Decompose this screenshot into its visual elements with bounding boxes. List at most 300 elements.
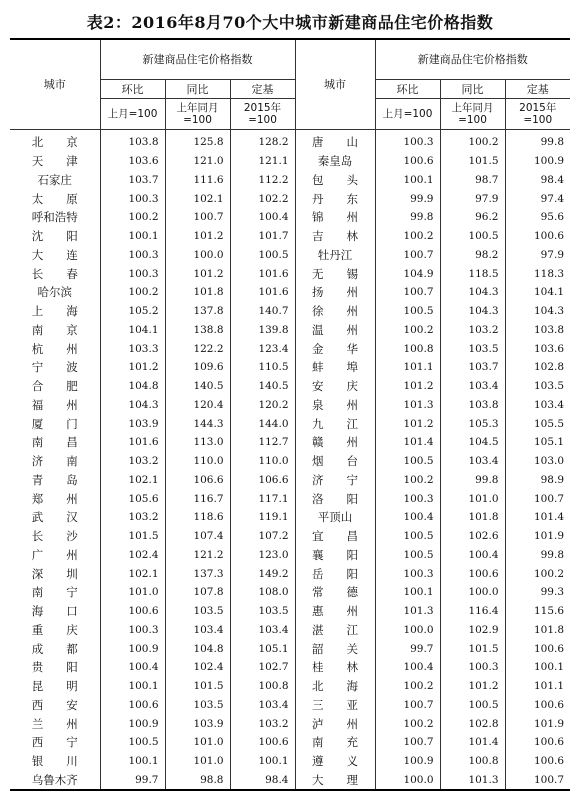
right-fixed-cell: 101.1 — [505, 677, 570, 696]
left-fixed-cell: 149.2 — [230, 564, 295, 583]
left-city-cell: 长 春 — [10, 264, 100, 283]
left-mom-cell: 103.2 — [100, 452, 165, 471]
left-city-cell: 南 昌 — [10, 433, 100, 452]
right-yoy-cell: 101.4 — [440, 733, 505, 752]
right-city-cell: 韶 关 — [295, 639, 375, 658]
right-fixed-cell: 118.3 — [505, 264, 570, 283]
left-yoy-cell: 137.3 — [165, 564, 230, 583]
right-fixed-cell: 101.9 — [505, 714, 570, 733]
right-yoy-cell: 97.9 — [440, 189, 505, 208]
left-city-cell: 大 连 — [10, 246, 100, 265]
left-mom-cell: 102.1 — [100, 564, 165, 583]
left-mom-cell: 103.3 — [100, 339, 165, 358]
left-mom-cell: 104.1 — [100, 321, 165, 340]
right-mom-cell: 100.0 — [375, 621, 440, 640]
right-city-cell: 包 头 — [295, 171, 375, 190]
right-fixed-cell: 101.8 — [505, 621, 570, 640]
table-row — [10, 452, 570, 471]
table-row — [10, 414, 570, 433]
left-yoy-cell: 120.4 — [165, 396, 230, 415]
table-row — [10, 602, 570, 621]
left-fixed-cell: 103.5 — [230, 602, 295, 621]
right-mom-cell: 101.3 — [375, 602, 440, 621]
city-column-header-right: 城市 — [295, 39, 375, 130]
left-fixed-cell: 120.2 — [230, 396, 295, 415]
left-yoy-cell: 107.4 — [165, 527, 230, 546]
table-row — [10, 189, 570, 208]
left-yoy-cell: 107.8 — [165, 583, 230, 602]
table-row — [10, 152, 570, 171]
right-mom-cell: 99.9 — [375, 189, 440, 208]
left-yoy-cell: 110.0 — [165, 452, 230, 471]
table-row — [10, 733, 570, 752]
right-mom-cell: 100.5 — [375, 527, 440, 546]
left-mom-cell: 100.6 — [100, 602, 165, 621]
left-fixed-cell: 119.1 — [230, 508, 295, 527]
right-city-cell: 宜 昌 — [295, 527, 375, 546]
right-fixed-cell: 103.4 — [505, 396, 570, 415]
left-mom-cell: 101.2 — [100, 358, 165, 377]
table-body — [10, 130, 570, 791]
left-city-cell: 兰 州 — [10, 714, 100, 733]
table-row — [10, 639, 570, 658]
right-fixed-cell: 100.6 — [505, 752, 570, 771]
table-row — [10, 564, 570, 583]
right-fixed-cell: 100.2 — [505, 564, 570, 583]
right-yoy-cell: 96.2 — [440, 208, 505, 227]
left-yoy-cell: 98.8 — [165, 771, 230, 791]
right-mom-cell: 100.3 — [375, 489, 440, 508]
right-yoy-cell: 100.4 — [440, 546, 505, 565]
right-city-cell: 温 州 — [295, 321, 375, 340]
table-row — [10, 321, 570, 340]
left-fixed-cell: 123.4 — [230, 339, 295, 358]
left-mom-cell: 105.6 — [100, 489, 165, 508]
left-yoy-cell: 144.3 — [165, 414, 230, 433]
table-row — [10, 433, 570, 452]
right-yoy-cell: 100.8 — [440, 752, 505, 771]
right-mom-cell: 101.3 — [375, 396, 440, 415]
right-yoy-cell: 100.5 — [440, 696, 505, 715]
left-yoy-cell: 121.0 — [165, 152, 230, 171]
index-group-header-right: 新建商品住宅价格指数 — [375, 39, 570, 80]
right-fixed-cell: 105.1 — [505, 433, 570, 452]
left-mom-cell: 102.1 — [100, 471, 165, 490]
right-mom-cell: 100.4 — [375, 508, 440, 527]
right-mom-cell: 101.4 — [375, 433, 440, 452]
left-mom-cell: 100.4 — [100, 658, 165, 677]
left-city-cell: 广 州 — [10, 546, 100, 565]
left-city-cell: 南 宁 — [10, 583, 100, 602]
right-city-cell: 吉 林 — [295, 227, 375, 246]
fixed-base-right: 2015年=100 — [505, 99, 570, 130]
right-yoy-cell: 101.0 — [440, 489, 505, 508]
right-city-cell: 扬 州 — [295, 283, 375, 302]
left-yoy-cell: 116.7 — [165, 489, 230, 508]
left-mom-cell: 100.2 — [100, 208, 165, 227]
left-yoy-cell: 102.1 — [165, 189, 230, 208]
table-row — [10, 339, 570, 358]
right-mom-cell: 100.5 — [375, 452, 440, 471]
right-mom-cell: 99.7 — [375, 639, 440, 658]
left-mom-cell: 102.4 — [100, 546, 165, 565]
left-fixed-cell: 102.2 — [230, 189, 295, 208]
table-row — [10, 546, 570, 565]
right-yoy-cell: 100.2 — [440, 130, 505, 152]
left-mom-cell: 100.3 — [100, 246, 165, 265]
price-index-table — [10, 38, 570, 791]
right-city-cell: 蚌 埠 — [295, 358, 375, 377]
right-mom-cell: 99.8 — [375, 208, 440, 227]
left-yoy-cell: 103.5 — [165, 602, 230, 621]
city-column-header-left: 城市 — [10, 39, 100, 130]
right-yoy-cell: 103.7 — [440, 358, 505, 377]
right-city-cell: 襄 阳 — [295, 546, 375, 565]
right-yoy-cell: 118.5 — [440, 264, 505, 283]
right-fixed-cell: 100.1 — [505, 658, 570, 677]
left-fixed-cell: 101.7 — [230, 227, 295, 246]
right-mom-cell: 101.1 — [375, 358, 440, 377]
right-mom-cell: 100.8 — [375, 339, 440, 358]
fixed-base-left: 2015年=100 — [230, 99, 295, 130]
table-row — [10, 621, 570, 640]
price-index-table-container — [10, 38, 570, 791]
left-mom-cell: 104.3 — [100, 396, 165, 415]
left-fixed-cell: 101.6 — [230, 264, 295, 283]
left-fixed-cell: 100.1 — [230, 752, 295, 771]
right-yoy-cell: 100.0 — [440, 583, 505, 602]
right-yoy-cell: 103.5 — [440, 339, 505, 358]
left-fixed-cell: 117.1 — [230, 489, 295, 508]
left-yoy-cell: 106.6 — [165, 471, 230, 490]
right-city-cell: 湛 江 — [295, 621, 375, 640]
left-city-cell: 西 宁 — [10, 733, 100, 752]
table-row — [10, 471, 570, 490]
left-city-cell: 杭 州 — [10, 339, 100, 358]
right-yoy-cell: 102.6 — [440, 527, 505, 546]
right-fixed-cell: 100.9 — [505, 152, 570, 171]
right-city-cell: 泉 州 — [295, 396, 375, 415]
left-fixed-cell: 107.2 — [230, 527, 295, 546]
right-yoy-cell: 98.7 — [440, 171, 505, 190]
left-fixed-cell: 140.7 — [230, 302, 295, 321]
right-yoy-cell: 102.9 — [440, 621, 505, 640]
right-city-cell: 锦 州 — [295, 208, 375, 227]
left-mom-cell: 100.9 — [100, 639, 165, 658]
right-city-cell: 唐 山 — [295, 130, 375, 152]
right-yoy-cell: 101.5 — [440, 639, 505, 658]
left-fixed-cell: 100.6 — [230, 733, 295, 752]
left-city-cell: 青 岛 — [10, 471, 100, 490]
table-row — [10, 714, 570, 733]
table-row — [10, 130, 570, 152]
left-yoy-cell: 137.8 — [165, 302, 230, 321]
right-fixed-cell: 105.5 — [505, 414, 570, 433]
table-row — [10, 489, 570, 508]
right-mom-cell: 101.2 — [375, 414, 440, 433]
left-yoy-cell: 101.0 — [165, 733, 230, 752]
right-city-cell: 北 海 — [295, 677, 375, 696]
right-fixed-cell: 98.9 — [505, 471, 570, 490]
left-fixed-cell: 102.7 — [230, 658, 295, 677]
left-city-cell: 哈尔滨 — [10, 283, 100, 302]
right-fixed-cell: 100.6 — [505, 639, 570, 658]
left-city-cell: 济 南 — [10, 452, 100, 471]
table-title: 表2：2016年8月70个大中城市新建商品住宅价格指数 — [86, 13, 494, 32]
mom-header-left: 环比 — [100, 80, 165, 99]
right-fixed-cell: 103.0 — [505, 452, 570, 471]
right-mom-cell: 100.7 — [375, 696, 440, 715]
left-yoy-cell: 103.4 — [165, 621, 230, 640]
left-city-cell: 合 肥 — [10, 377, 100, 396]
right-fixed-cell: 103.5 — [505, 377, 570, 396]
left-fixed-cell: 128.2 — [230, 130, 295, 152]
left-city-cell: 石家庄 — [10, 171, 100, 190]
right-fixed-cell: 99.8 — [505, 130, 570, 152]
left-mom-cell: 100.2 — [100, 283, 165, 302]
right-yoy-cell: 104.5 — [440, 433, 505, 452]
left-yoy-cell: 109.6 — [165, 358, 230, 377]
left-mom-cell: 103.8 — [100, 130, 165, 152]
left-city-cell: 乌鲁木齐 — [10, 771, 100, 791]
right-city-cell: 平顶山 — [295, 508, 375, 527]
yoy-header-right: 同比 — [440, 80, 505, 99]
left-mom-cell: 100.1 — [100, 677, 165, 696]
mom-base-left: 上月=100 — [100, 99, 165, 130]
table-row — [10, 227, 570, 246]
right-fixed-cell: 100.7 — [505, 771, 570, 791]
right-yoy-cell: 103.4 — [440, 377, 505, 396]
right-city-cell: 安 庆 — [295, 377, 375, 396]
right-city-cell: 洛 阳 — [295, 489, 375, 508]
left-mom-cell: 100.6 — [100, 696, 165, 715]
left-city-cell: 武 汉 — [10, 508, 100, 527]
left-fixed-cell: 112.2 — [230, 171, 295, 190]
left-fixed-cell: 100.5 — [230, 246, 295, 265]
yoy-base-right: 上年同月=100 — [440, 99, 505, 130]
left-fixed-cell: 139.8 — [230, 321, 295, 340]
left-fixed-cell: 110.0 — [230, 452, 295, 471]
left-city-cell: 西 安 — [10, 696, 100, 715]
right-mom-cell: 100.2 — [375, 227, 440, 246]
right-city-cell: 三 亚 — [295, 696, 375, 715]
left-yoy-cell: 121.2 — [165, 546, 230, 565]
right-mom-cell: 100.7 — [375, 246, 440, 265]
table-row — [10, 677, 570, 696]
right-city-cell: 惠 州 — [295, 602, 375, 621]
left-mom-cell: 100.3 — [100, 621, 165, 640]
left-yoy-cell: 101.2 — [165, 227, 230, 246]
left-city-cell: 厦 门 — [10, 414, 100, 433]
right-city-cell: 南 充 — [295, 733, 375, 752]
mom-header-right: 环比 — [375, 80, 440, 99]
left-mom-cell: 101.0 — [100, 583, 165, 602]
right-mom-cell: 100.2 — [375, 471, 440, 490]
table-row — [10, 246, 570, 265]
left-fixed-cell: 140.5 — [230, 377, 295, 396]
left-city-cell: 昆 明 — [10, 677, 100, 696]
left-yoy-cell: 101.0 — [165, 752, 230, 771]
right-yoy-cell: 104.3 — [440, 302, 505, 321]
left-fixed-cell: 100.4 — [230, 208, 295, 227]
left-mom-cell: 100.9 — [100, 714, 165, 733]
right-yoy-cell: 105.3 — [440, 414, 505, 433]
left-mom-cell: 100.1 — [100, 752, 165, 771]
right-yoy-cell: 103.2 — [440, 321, 505, 340]
right-yoy-cell: 103.8 — [440, 396, 505, 415]
left-fixed-cell: 108.0 — [230, 583, 295, 602]
left-mom-cell: 104.8 — [100, 377, 165, 396]
left-yoy-cell: 101.2 — [165, 264, 230, 283]
fixed-header-left: 定基 — [230, 80, 295, 99]
yoy-header-left: 同比 — [165, 80, 230, 99]
right-mom-cell: 100.3 — [375, 130, 440, 152]
right-mom-cell: 100.7 — [375, 733, 440, 752]
right-city-cell: 赣 州 — [295, 433, 375, 452]
left-mom-cell: 99.7 — [100, 771, 165, 791]
table-row — [10, 302, 570, 321]
right-city-cell: 秦皇岛 — [295, 152, 375, 171]
right-yoy-cell: 100.5 — [440, 227, 505, 246]
table-row — [10, 696, 570, 715]
left-city-cell: 银 川 — [10, 752, 100, 771]
right-mom-cell: 104.9 — [375, 264, 440, 283]
table-header — [10, 39, 570, 130]
left-city-cell: 郑 州 — [10, 489, 100, 508]
left-fixed-cell: 106.6 — [230, 471, 295, 490]
left-mom-cell: 101.5 — [100, 527, 165, 546]
right-yoy-cell: 103.4 — [440, 452, 505, 471]
right-yoy-cell: 100.6 — [440, 564, 505, 583]
left-mom-cell: 105.2 — [100, 302, 165, 321]
left-mom-cell: 103.2 — [100, 508, 165, 527]
right-city-cell: 泸 州 — [295, 714, 375, 733]
right-fixed-cell: 104.3 — [505, 302, 570, 321]
right-fixed-cell: 95.6 — [505, 208, 570, 227]
right-mom-cell: 101.2 — [375, 377, 440, 396]
right-fixed-cell: 99.8 — [505, 546, 570, 565]
left-yoy-cell: 122.2 — [165, 339, 230, 358]
left-yoy-cell: 100.7 — [165, 208, 230, 227]
left-city-cell: 海 口 — [10, 602, 100, 621]
right-mom-cell: 100.0 — [375, 771, 440, 791]
right-mom-cell: 100.7 — [375, 283, 440, 302]
table-row — [10, 583, 570, 602]
left-city-cell: 呼和浩特 — [10, 208, 100, 227]
right-city-cell: 丹 东 — [295, 189, 375, 208]
mom-base-right: 上月=100 — [375, 99, 440, 130]
right-mom-cell: 100.2 — [375, 677, 440, 696]
table-row — [10, 208, 570, 227]
right-city-cell: 徐 州 — [295, 302, 375, 321]
left-mom-cell: 103.6 — [100, 152, 165, 171]
left-fixed-cell: 100.8 — [230, 677, 295, 696]
right-city-cell: 金 华 — [295, 339, 375, 358]
left-yoy-cell: 100.0 — [165, 246, 230, 265]
right-fixed-cell: 103.6 — [505, 339, 570, 358]
right-mom-cell: 100.4 — [375, 658, 440, 677]
right-fixed-cell: 99.3 — [505, 583, 570, 602]
table-row — [10, 171, 570, 190]
left-fixed-cell: 112.7 — [230, 433, 295, 452]
left-city-cell: 天 津 — [10, 152, 100, 171]
yoy-base-left: 上年同月=100 — [165, 99, 230, 130]
right-city-cell: 常 德 — [295, 583, 375, 602]
left-yoy-cell: 102.4 — [165, 658, 230, 677]
left-city-cell: 太 原 — [10, 189, 100, 208]
left-mom-cell: 103.7 — [100, 171, 165, 190]
right-yoy-cell: 102.8 — [440, 714, 505, 733]
left-city-cell: 上 海 — [10, 302, 100, 321]
right-fixed-cell: 104.1 — [505, 283, 570, 302]
right-mom-cell: 100.1 — [375, 171, 440, 190]
right-fixed-cell: 100.6 — [505, 696, 570, 715]
right-fixed-cell: 97.4 — [505, 189, 570, 208]
right-yoy-cell: 101.2 — [440, 677, 505, 696]
left-mom-cell: 101.6 — [100, 433, 165, 452]
right-mom-cell: 100.1 — [375, 583, 440, 602]
right-fixed-cell: 103.8 — [505, 321, 570, 340]
left-yoy-cell: 113.0 — [165, 433, 230, 452]
right-fixed-cell: 97.9 — [505, 246, 570, 265]
left-yoy-cell: 101.8 — [165, 283, 230, 302]
fixed-header-right: 定基 — [505, 80, 570, 99]
right-city-cell: 烟 台 — [295, 452, 375, 471]
table-row — [10, 264, 570, 283]
right-fixed-cell: 102.8 — [505, 358, 570, 377]
left-fixed-cell: 103.2 — [230, 714, 295, 733]
table-row — [10, 752, 570, 771]
right-fixed-cell: 115.6 — [505, 602, 570, 621]
right-yoy-cell: 101.8 — [440, 508, 505, 527]
left-yoy-cell: 140.5 — [165, 377, 230, 396]
left-fixed-cell: 103.4 — [230, 621, 295, 640]
right-fixed-cell: 101.4 — [505, 508, 570, 527]
left-yoy-cell: 118.6 — [165, 508, 230, 527]
right-city-cell: 牡丹江 — [295, 246, 375, 265]
right-mom-cell: 100.5 — [375, 302, 440, 321]
right-mom-cell: 100.2 — [375, 321, 440, 340]
right-fixed-cell: 101.9 — [505, 527, 570, 546]
left-fixed-cell: 123.0 — [230, 546, 295, 565]
right-mom-cell: 100.3 — [375, 564, 440, 583]
left-mom-cell: 100.3 — [100, 189, 165, 208]
right-mom-cell: 100.6 — [375, 152, 440, 171]
table-row — [10, 527, 570, 546]
right-mom-cell: 100.2 — [375, 714, 440, 733]
left-city-cell: 南 京 — [10, 321, 100, 340]
left-yoy-cell: 103.9 — [165, 714, 230, 733]
right-fixed-cell: 100.6 — [505, 227, 570, 246]
left-city-cell: 北 京 — [10, 130, 100, 152]
table-row — [10, 396, 570, 415]
left-yoy-cell: 104.8 — [165, 639, 230, 658]
left-fixed-cell: 105.1 — [230, 639, 295, 658]
left-yoy-cell: 138.8 — [165, 321, 230, 340]
left-city-cell: 深 圳 — [10, 564, 100, 583]
left-city-cell: 贵 阳 — [10, 658, 100, 677]
left-fixed-cell: 121.1 — [230, 152, 295, 171]
right-city-cell: 岳 阳 — [295, 564, 375, 583]
table-row — [10, 508, 570, 527]
table-row — [10, 377, 570, 396]
right-yoy-cell: 104.3 — [440, 283, 505, 302]
left-city-cell: 长 沙 — [10, 527, 100, 546]
right-city-cell: 济 宁 — [295, 471, 375, 490]
right-mom-cell: 100.9 — [375, 752, 440, 771]
right-yoy-cell: 116.4 — [440, 602, 505, 621]
left-yoy-cell: 101.5 — [165, 677, 230, 696]
